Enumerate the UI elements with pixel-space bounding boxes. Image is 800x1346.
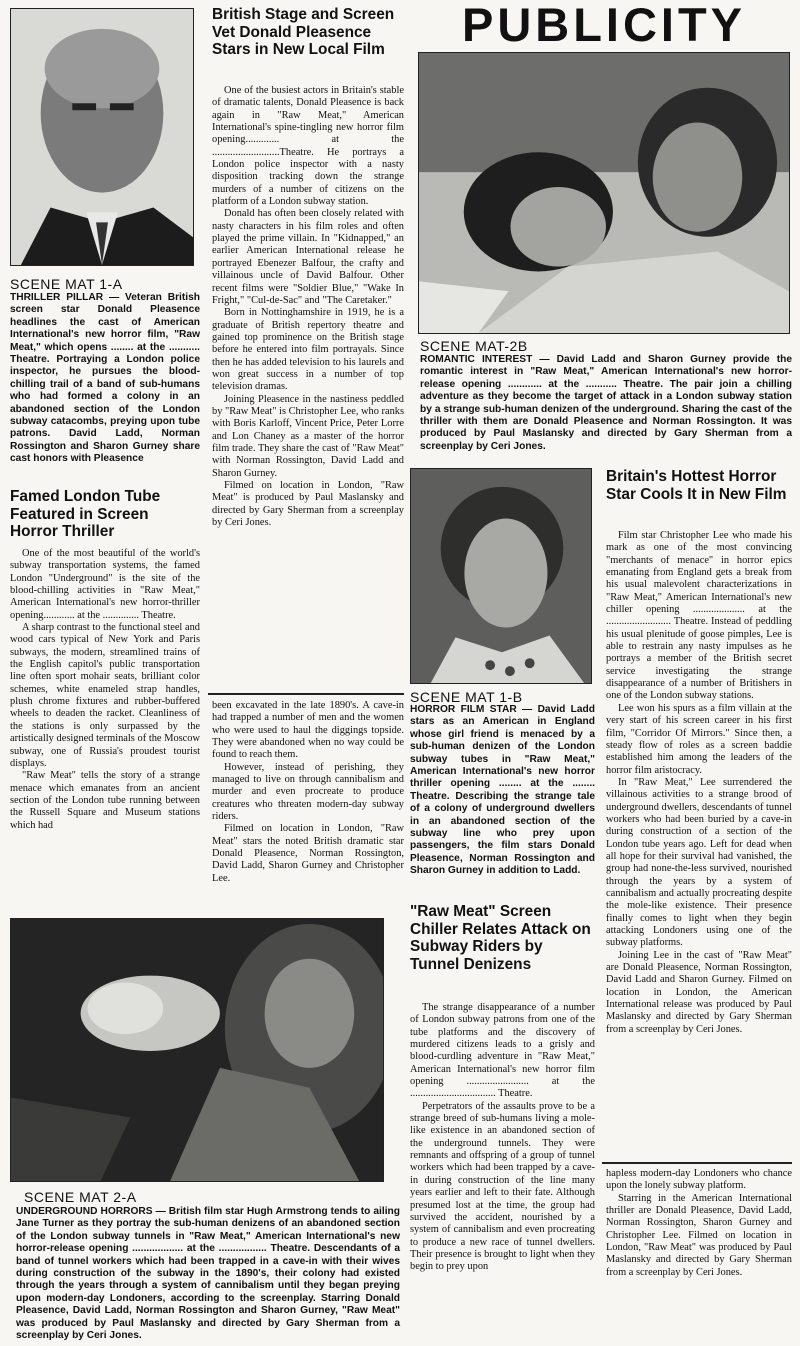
article-lee-body — [606, 530, 792, 1036]
article-screen-continuation — [606, 1168, 792, 1279]
headline-screen-chiller: "Raw Meat" Screen Chiller Relates Attack on Subway Riders by Tunnel Denizens — [410, 903, 591, 973]
screen-paragraph: The strange disappearance of a number of London subway patrons from one of the tube platforms and the discovery of murdered citizens leads to a grisly and blood-curdling adventure in "Raw Meat," American International's new horror film opening ........................ at the ................................. Theatre. — [410, 1002, 595, 1100]
photo-mat-2a — [10, 918, 384, 1182]
headline-tube: Famed London Tube Featured in Screen Horror Thriller — [10, 488, 161, 541]
pleasence-paragraph: Joining Pleasence in the nastiness peddled by "Raw Meat" is Christopher Lee, who ranks with Boris Karloff, Vincent Price, Peter Lorre and Lon Chaney as a master of the horror film trade. They share the cast of "Raw Meat" with Norman Rossington, David Ladd and Sharon Gurney. — [212, 393, 405, 479]
tube-continuation-paragraph: However, instead of perishing, they managed to live on through cannibalism and murder and even procreate to produce creatures who threaten modern-day subway riders. — [212, 761, 404, 823]
lee-paragraph: Film star Christopher Lee who made his mark as one of the most convincing "merchants of menace" in horror epics emanating from England gets a break from his usual malevolent characterizations in "Raw Meat," American International's new chiller opening .................... at the ......................... Theatre. Instead of peddling his usual plenitude of goose pimples, Lee is able to restrain any nasty impulses as he portrays a member of the British secret service investigating the strange disappearance of a number of Britishers in one of the London subway stations. — [606, 530, 792, 702]
article-pleasence-body — [212, 85, 404, 529]
lee-paragraph: Lee won his spurs as a film villain at the very start of his screen career in his first film, "Corridor Of Mirrors." Since then, a steady flow of roles as a screen baddie established him among the leaders of the horror film aristocracy. — [606, 702, 792, 776]
mat-1b-label: SCENE MAT 1-B — [410, 689, 523, 705]
mat-2a-caption: UNDERGROUND HORRORS — British film star Hugh Armstrong tends to ailing Jane Turner as they portray the sub-human denizens of an abandoned section of the London subway tunnels in "Raw Meat," American International's new horror-release opening .................. at the ................. Theatre. Descendants of a band of tunnel workers which had been trapped in a cave-in with their wives during construction of the subway in the 1890's, their colony had existed through the years through a system of cannibalism until they began preying upon modern-day Londoners, according to the screenplay. Starring Donald Pleasence, David Ladd, Norman Rossington and Sharon Gurney, "Raw Meat" was produced by Paul Maslansky and directed by Gary Sherman from a screenplay by Ceri Jones. — [16, 1206, 400, 1342]
pleasence-paragraph: One of the busiest actors in Britain's stable of dramatic talents, Donald Pleasence is back again in "Raw Meat," American International's spine-tingling new horror film opening............. at the ..........................Theatre. He portrays a London police inspector with a nasty disposition tracking down the strange murders of a number of citizens on the platform of a London subway station. — [212, 85, 404, 208]
pleasence-paragraph: Born in Nottinghamshire in 1919, he is a graduate of British repertory theatre and gained top prominence on the British stage before he entered into film portrayals. Since then he has added television to his laurels and won great success in a number of top television dramas. — [212, 307, 404, 393]
mat-1b-caption: HORROR FILM STAR — David Ladd stars as an American in England whose girl friend is menaced by a sub-human denizen of the London subway tubes in "Raw Meat," American International's new horror thriller opening ........ at the ........ Theatre. Describing the strange tale of a colony of underground dwellers in an abandoned section of the subway line who prey upon passengers, the film stars Donald Pleasence, Norman Rossington and Sharon Gurney in addition to Ladd. — [410, 704, 595, 877]
screen-continuation-paragraph: hapless modern-day Londoners who chance upon the lonely subway platform. — [606, 1168, 792, 1192]
divider — [208, 693, 404, 695]
photo-mat-1b — [410, 468, 592, 684]
article-screen-body — [410, 1002, 595, 1274]
photo-mat-1a — [10, 8, 194, 266]
tube-paragraph: A sharp contrast to the functional steel and wood cars typical of New York and Paris subways, the modern, streamlined trains of the English capitol's public transportation line often sport mohair seats, brilliant color schemes, white enameled strap handles, plush chrome fixtures and rubber-buffered wheels to deaden the racket. Cleanliness of the stations is only surpassed by the artistically designed terminals of the Moscow subway, one of Russia's proudest tourist displays. — [10, 622, 200, 769]
page-title: PUBLICITY — [461, 0, 747, 51]
pleasence-paragraph: Filmed on location in London, "Raw Meat" is produced by Paul Maslansky and directed by Gary Sherman from a screenplay by Ceri Jones. — [212, 480, 404, 529]
headline-lee: Britain's Hottest Horror Star Cools It in New Film — [606, 468, 787, 503]
mat-2b-label: SCENE MAT-2B — [420, 338, 528, 354]
pleasence-paragraph: Donald has often been closely related with nasty characters in his film roles and often played the prime villain. In "Kidnapped," an earlier American International release he portrayed Ebenezer Balfour, the crafty and villainous uncle of David Balfour. Other recent films were "Soldier Blue," "Wake In Fright," "Cul-de-Sac" and "The Caretaker." — [212, 208, 404, 306]
photo-mat-2b — [418, 52, 790, 334]
tube-continuation-paragraph: been excavated in the late 1890's. A cave-in had trapped a number of men and the women who were used to haul the diggings topside. They were abandoned when no way could be found to reach them. — [212, 700, 404, 761]
screen-continuation-paragraph: Starring in the American International thriller are Donald Pleasence, David Ladd, Norman Rossington, Sharon Gurney and Christopher Lee. Filmed on location in London, "Raw Meat" was produced by Paul Maslansky and directed by Gary Sherman from a screenplay by Ceri Jones. — [606, 1192, 792, 1278]
headline-pleasence: British Stage and Screen Vet Donald Pleasence Stars in New Local Film — [212, 6, 395, 59]
article-tube-body — [10, 548, 200, 832]
lee-paragraph: Joining Lee in the cast of "Raw Meat" are Donald Pleasence, Norman Rossington, David Ladd and Sharon Gurney. Filmed on location in London, the American International release was produced by Paul Maslansky and directed by Gary Sherman from a screenplay by Ceri Jones. — [606, 949, 792, 1035]
screen-paragraph: Perpetrators of the assaults prove to be a strange breed of sub-humans living a mole-like existence in an abandoned section of the underground tunnels. They were remnants and offspring of a group of tunnel workers which had been trapped by a cave-in during construction of the line many years earlier and left to their fate. Although presumed lost at the time, the group had survived the accident, nourished by a system of cannibalism and even procreating to produce a new race of tunnel dwellers. Their presence is brought to light when they begin to prey upon — [410, 1100, 595, 1273]
tube-continuation-paragraph: Filmed on location in London, "Raw Meat" stars the noted British dramatic star Donald Pleasence, Norman Rossington, David Ladd, Sharon Gurney and Christopher Lee. — [212, 823, 404, 884]
mat-1a-caption: THRILLER PILLAR — Veteran British screen star Donald Pleasence headlines the cast of American International's new horror film, "Raw Meat," which opens ........ at the ........... Theatre. Portraying a London police inspector, he pursues the blood-chilling trail of a band of sub-humans who had formed a colony in an abandoned section of the London subway catacombs, preying upon tube patrons. David Ladd, Norman Rossington and Sharon Gurney share cast honors with Pleasence — [10, 292, 200, 465]
mat-2b-caption: ROMANTIC INTEREST — David Ladd and Sharon Gurney provide the romantic interest in "Raw Meat," American International's new horror-release opening ............ at the ........... Theatre. The pair join a chilling adventure as they become the target of attack in a London subway station by a strange sub-human denizen of the underground. Sharing the cast of the thriller with them are Donald Pleasence and Norman Rossington. It was produced by Paul Maslansky and directed by Gary Sherman from a screenplay by Ceri Jones. — [420, 354, 792, 452]
lee-paragraph: In "Raw Meat," Lee surrendered the villainous activities to a strange brood of underground dwellers, descendants of tunnel workers who had been buried by a cave-in during construction of a section of the London tube years ago. Left for dead when all hope for their survival had vanished, the group had none-the-less survived, nourished through the years by a system of cannibalism and actually procreating despite the mole-like existence. Their presence finally comes to light when they begin attacking Londoners using one of the subway platforms. — [606, 776, 792, 949]
tube-paragraph: "Raw Meat" tells the story of a strange menace which emanates from an ancient section of the London tube running between the Russell Square and Museum stations which had — [10, 770, 200, 831]
mat-2a-label: SCENE MAT 2-A — [24, 1189, 137, 1205]
divider — [602, 1162, 792, 1164]
article-tube-continuation — [212, 700, 404, 885]
tube-paragraph: One of the most beautiful of the world's subway transportation systems, the famed London "Underground" is the site of the blood-chilling activities in "Raw Meat," American International's new horror-thriller opening............ at the .............. Theatre. — [10, 548, 200, 621]
mat-1a-label: SCENE MAT 1-A — [10, 276, 123, 292]
